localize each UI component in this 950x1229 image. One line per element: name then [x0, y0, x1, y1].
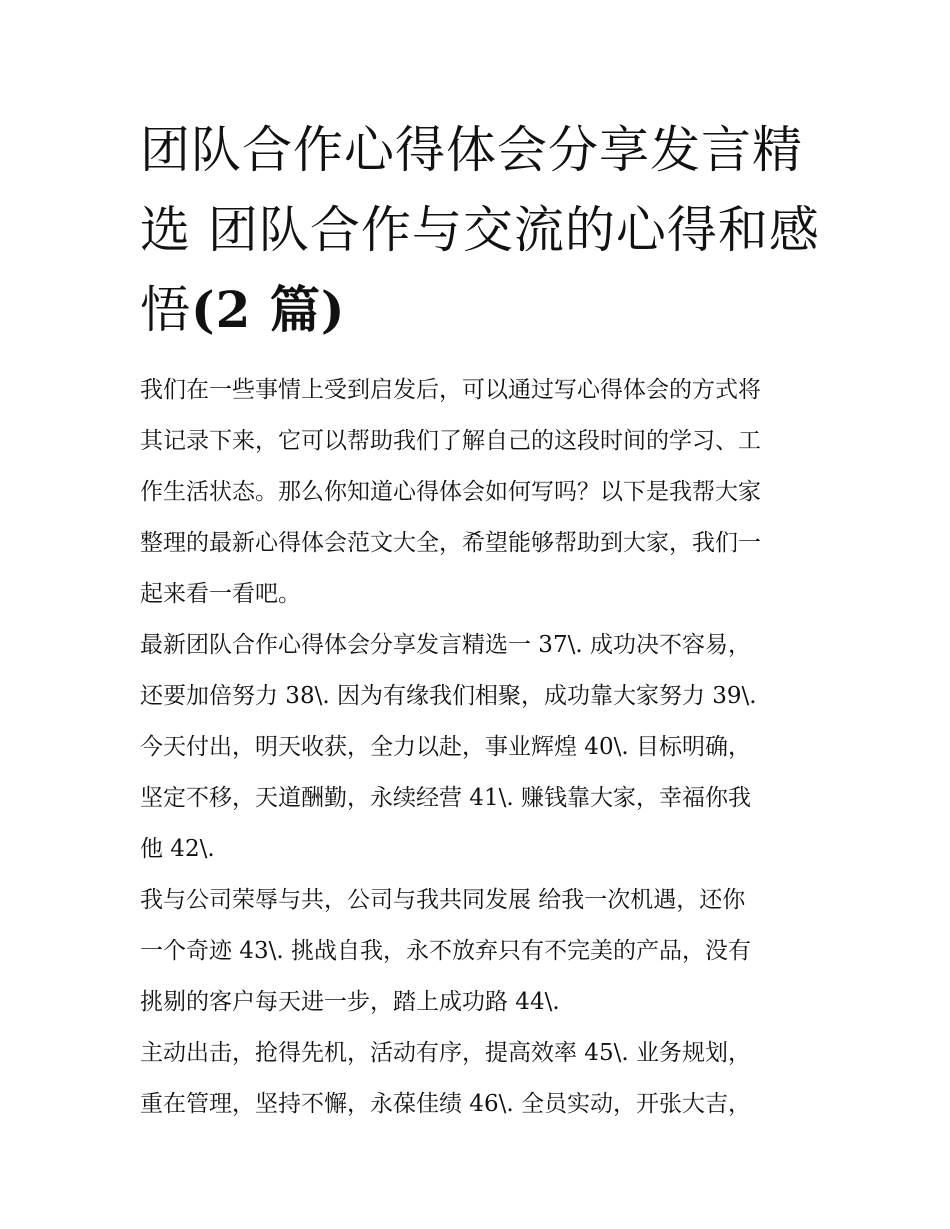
intro-paragraph: [140, 365, 820, 620]
text-line: 他 42\.: [140, 836, 215, 862]
text-line: 还要加倍努力 38\. 因为有缘我们相聚，成功靠大家努力 39\.: [140, 683, 757, 709]
document-page: [140, 110, 820, 1130]
text-line: 挑剔的客户每天进一步，踏上成功路 44\.: [140, 989, 560, 1015]
text-line: 整理的最新心得体会范文大全，希望能够帮助到大家，我们一: [140, 530, 761, 556]
text-line: 重在管理，坚持不懈，永葆佳绩 46\. 全员实动，开张大吉，: [140, 1091, 751, 1117]
text-line: 一个奇迹 43\. 挑战自我，永不放弃只有不完美的产品，没有: [140, 938, 751, 964]
title-suffix: (2 篇): [191, 280, 346, 339]
body-paragraph: [140, 875, 820, 1028]
text-line: 作生活状态。那么你知道心得体会如何写吗？以下是我帮大家: [140, 479, 761, 505]
title-line: 选 团队合作与交流的心得和感: [140, 201, 820, 259]
title-line: [140, 270, 820, 350]
document-title: [140, 110, 820, 350]
text-line: 最新团队合作心得体会分享发言精选一 37\. 成功决不容易，: [140, 632, 751, 658]
text-line: 起来看一看吧。: [140, 581, 301, 607]
title-line: 团队合作心得体会分享发言精: [140, 121, 803, 179]
title-line-text: 悟: [140, 281, 191, 339]
text-line: 主动出击，抢得先机，活动有序，提高效率 45\. 业务规划，: [140, 1040, 751, 1066]
text-line: 我们在一些事情上受到启发后，可以通过写心得体会的方式将: [140, 377, 761, 403]
body-paragraph: [140, 1028, 820, 1130]
body-paragraph: [140, 620, 820, 875]
text-line: 其记录下来，它可以帮助我们了解自己的这段时间的学习、工: [140, 428, 761, 454]
text-line: 今天付出，明天收获，全力以赴，事业辉煌 40\. 目标明确，: [140, 734, 751, 760]
text-line: 坚定不移，天道酬勤，永续经营 41\. 赚钱靠大家，幸福你我: [140, 785, 751, 811]
text-line: 我与公司荣辱与共，公司与我共同发展 给我一次机遇，还你: [140, 887, 746, 913]
